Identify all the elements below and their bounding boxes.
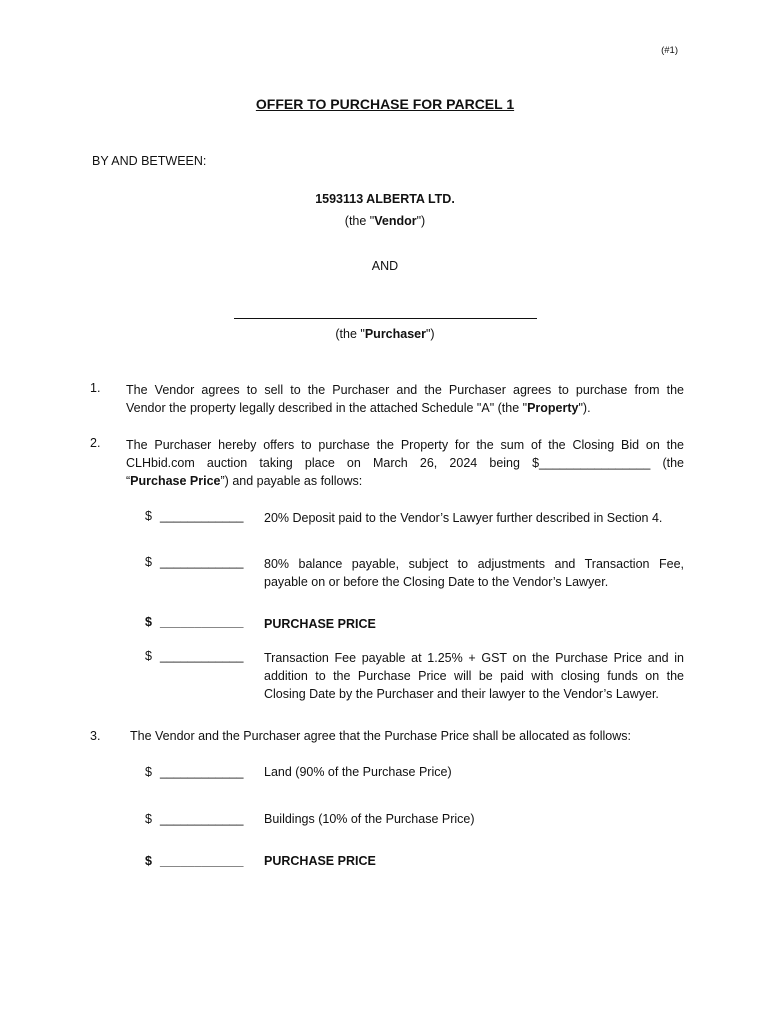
balance-description-line-2: payable on or before the Closing Date to the Vendor’s Lawyer. — [264, 575, 609, 589]
buildings-dollar-sign: $ — [145, 812, 152, 826]
vendor-role: (the "Vendor") — [344, 214, 426, 228]
clause-2-line-3: “Purchase Price”) and payable as follows: — [126, 474, 363, 488]
land-amount-blank[interactable]: ____________ — [160, 765, 244, 779]
clause-1-line-2: Vendor the property legally described in the attached Schedule "A" (the "Property"). — [126, 401, 591, 415]
allocation-total-dollar-sign: $ — [145, 854, 152, 868]
deposit-dollar-sign: $ — [145, 509, 152, 523]
clause-2-text — [126, 436, 684, 490]
transaction-fee-dollar-sign: $ — [145, 649, 152, 663]
deposit-description — [264, 509, 684, 527]
transaction-fee-line-3: Closing Date by the Purchaser and their lawyer to the Vendor’s Lawyer. — [264, 687, 659, 701]
vendor-name: 1593113 ALBERTA LTD. — [315, 192, 455, 206]
balance-description — [264, 555, 684, 591]
purchase-price-dollar-sign: $ — [145, 615, 152, 629]
balance-description-line-1: 80% balance payable, subject to adjustments and Transaction Fee, — [264, 557, 684, 571]
clause-1-number: 1. — [90, 381, 101, 395]
deposit-amount-blank[interactable]: ____________ — [160, 509, 244, 523]
purchase-price-label — [264, 615, 684, 633]
allocation-total-amount-blank[interactable]: ____________ — [160, 854, 244, 868]
clause-2-line-1: The Purchaser hereby offers to purchase the Property for the sum of the Closing Bid on the — [126, 438, 684, 452]
land-label: Land (90% of the Purchase Price) — [264, 765, 452, 779]
by-and-between-label: BY AND BETWEEN: — [92, 154, 207, 168]
purchaser-role: (the "Purchaser") — [335, 327, 435, 341]
purchaser-name-line[interactable] — [234, 318, 537, 319]
balance-amount-blank[interactable]: ____________ — [160, 555, 244, 569]
transaction-fee-line-1: Transaction Fee payable at 1.25% + GST on the Purchase Price and in — [264, 651, 684, 665]
land-dollar-sign: $ — [145, 765, 152, 779]
document-title: OFFER TO PURCHASE FOR PARCEL 1 — [255, 96, 515, 112]
balance-dollar-sign: $ — [145, 555, 152, 569]
and-label: AND — [371, 259, 399, 273]
purchase-price-amount-blank[interactable]: ____________ — [160, 615, 244, 629]
purchase-price-label-text: PURCHASE PRICE — [264, 617, 376, 631]
document-reference: (#1) — [661, 45, 678, 56]
clause-2-number: 2. — [90, 436, 101, 450]
clause-1-line-1: The Vendor agrees to sell to the Purchaser and the Purchaser agrees to purchase from the — [126, 383, 684, 397]
buildings-amount-blank[interactable]: ____________ — [160, 812, 244, 826]
allocation-total-label: PURCHASE PRICE — [264, 854, 376, 868]
transaction-fee-line-2: addition to the Purchase Price will be paid with closing funds on the — [264, 669, 684, 683]
transaction-fee-amount-blank[interactable]: ____________ — [160, 649, 244, 663]
clause-2-line-2: CLHbid.com auction taking place on March 26, 2024 being $________________ (the — [126, 456, 684, 470]
clause-3-text: The Vendor and the Purchaser agree that the Purchase Price shall be allocated as follows: — [130, 729, 631, 743]
clause-3-number: 3. — [90, 729, 101, 743]
buildings-label: Buildings (10% of the Purchase Price) — [264, 812, 475, 826]
deposit-description-line-1: 20% Deposit paid to the Vendor’s Lawyer further described in Section 4. — [264, 511, 663, 525]
clause-1-text — [126, 381, 684, 417]
transaction-fee-description — [264, 649, 684, 703]
